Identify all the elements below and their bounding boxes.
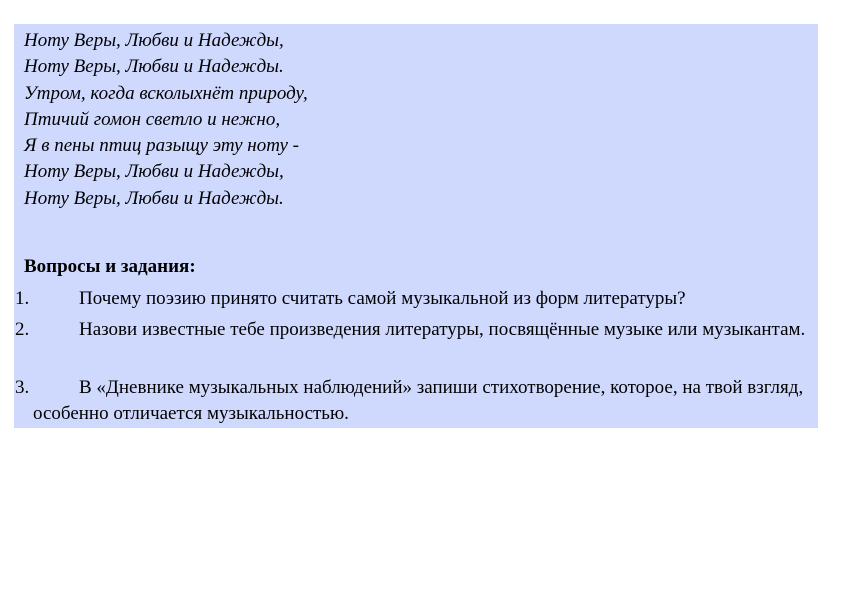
poem-line: Я в пены птиц разыщу эту ноту - — [24, 135, 299, 157]
question-text: Назови известные тебе произведения литературы, посвящённые музыке или музыкантам. — [79, 319, 806, 340]
question-number: 2. — [15, 319, 30, 340]
question-number: 1. — [15, 288, 30, 309]
question-text: Почему поэзию принято считать самой музыкальной из форм литературы? — [79, 288, 686, 309]
poem — [24, 28, 308, 212]
question-item-2 — [14, 317, 820, 343]
questions-heading: Вопросы и задания: — [24, 256, 196, 277]
question-text: В «Дневнике музыкальных наблюдений» запиши стихотворение, которое, на твой взгляд, особенно отличается музыкальностью. — [33, 377, 804, 424]
poem-line: Ноту Веры, Любви и Надежды, — [24, 30, 284, 51]
question-item-3 — [14, 375, 820, 427]
poem-line: Ноту Веры, Любви и Надежды. — [24, 187, 284, 209]
poem-line: Утром, когда всколыхнёт природу, — [24, 82, 308, 104]
poem-line: Ноту Веры, Любви и Надежды. — [24, 56, 284, 78]
poem-line: Ноту Веры, Любви и Надежды, — [24, 161, 284, 183]
question-number: 3. — [15, 377, 30, 398]
question-item-1 — [14, 286, 820, 312]
poem-line: Птичий гомон светло и нежно, — [24, 108, 281, 130]
